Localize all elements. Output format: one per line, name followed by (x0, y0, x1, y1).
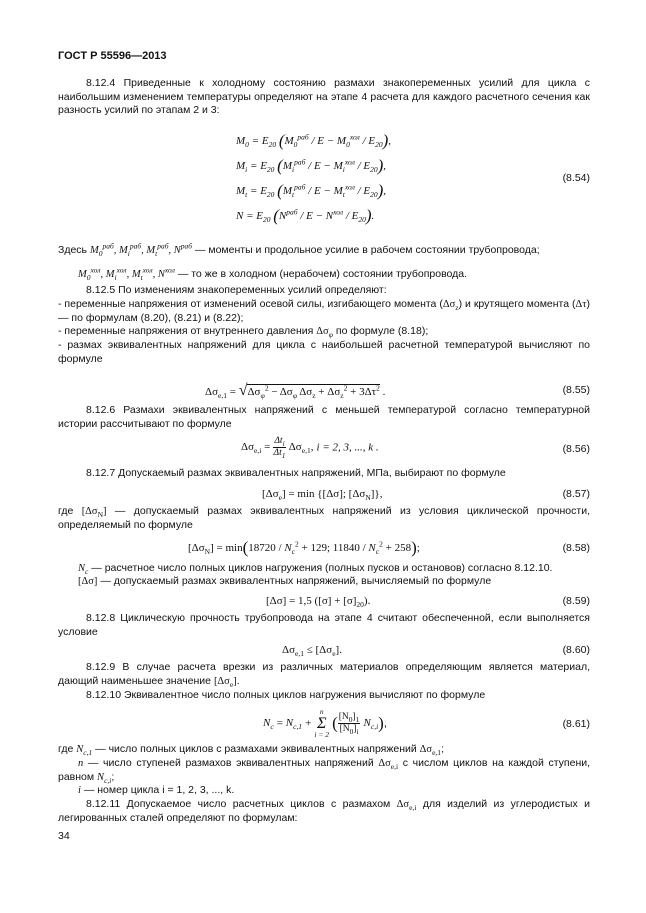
sigma-definition: [Δσ] — допускаемый размах эквивалентных напряжений, вычисляемый по формуле (78, 575, 492, 587)
paragraph-8-12-7: 8.12.7 Допускаемый размах эквивалентных напряжений, МПа, выбирают по формуле (86, 467, 506, 479)
formula-8-55: $\Delta\sigma_{e,1} = √\Delta\sigma_\varphi^2 - \Delta\sigma_\varphi$ $\Delta\sigma_z + \Delta\sigma_z^2 + 3\Delta\tau^2$ . (205, 382, 386, 401)
formula-8-58: $[\Delta\sigma_N] = \min(18720 / N_c^2 + 129$; $11840 / N_c^2 + 258$); (188, 538, 420, 557)
zdes-label: Здесь (58, 244, 88, 256)
equation-number-8-61: (8.61) (562, 718, 590, 730)
list-item-3: - размах эквивалентных напряжений для цикла с наибольшей расчетной температурой вычисляют по формуле (58, 339, 590, 365)
formula-8-60: $\Delta\sigma_{e,1} \le [\Delta\sigma_e]$. (282, 644, 342, 659)
equation-number-8-58: (8.58) (562, 542, 590, 554)
paragraph-8-12-9: 8.12.9 В случае расчета врезки из различных материалов определяющим является материал, дающий наименьшее значение $[\Delta\sigma_e]$. (58, 661, 590, 689)
nc1-definition: где $N_{c,1}$ — число полных циклов с размахами эквивалентных напряжений $\Delta\sigma_{e,1}$; (58, 743, 444, 758)
formula-8-57: $[\Delta\sigma_e] = \min \{[\Delta\sigma]$; $[\Delta\sigma_N]$}, (262, 488, 383, 503)
nc-definition: $N_c$ — расчетное число полных циклов нагружения (полных пусков и остановов) согласно 8.12.10. (78, 562, 553, 577)
cold-text: — то же в холодном (нерабочем) состоянии трубопровода. (177, 268, 468, 280)
formula-8-56: $\Delta\sigma_{e,i}$ = $\frac{\Delta t_i}{\Delta t_1}$ $\Delta\sigma_{e,1}$, i = 2, 3, ..., k . (241, 436, 379, 460)
paragraph-8-12-8: 8.12.8 Циклическую прочность трубопровода на этапе 4 считают обеспеченной, если выполняется условие (58, 612, 590, 638)
equation-number-8-59: (8.59) (562, 595, 590, 607)
standard-header: ГОСТ Р 55596—2013 (58, 50, 167, 62)
page-number: 34 (58, 830, 70, 842)
paragraph-8-12-6: 8.12.6 Размахи эквивалентных напряжений с меньшей температурой согласно температурной истории рассчитывают по формуле (58, 404, 590, 430)
formula-8-61: $N_c = N_{c,1}$ + n Σ i = 2 ( $\frac{[N_0]_1}{[N_0]_i}$ $N_{c,i}$), (263, 707, 387, 739)
list-item-1: - переменные напряжения от изменений осевой силы, изгибающего момента $(\Delta\sigma_z)$ и крутящего момента (Δτ) — по формулам (8.20), (8.21) и (8.22); (58, 298, 590, 324)
equation-number-8-60: (8.60) (562, 644, 590, 656)
definitions-hot: Здесь $M_0^{раб}$, $M_i^{раб}$, $M_t^{раб}$, $N^{раб}$ — моменты и продольное усилие в рабочем состоянии трубопровода; (58, 241, 540, 259)
formula-8-54-line-1: $M_0 = E_{20}$ $(M_0^{раб} / E - M_0^{хол} / E_{20})$, (236, 131, 392, 150)
paragraph-8-12-4: 8.12.4 Приведенные к холодному состоянию размахи знакопеременных усилий для цикла с наибольшим изменением температуры определяют на этапе 4 расчета для каждого расчетного сечения как разность усилий по этапам 2 и 3: (58, 77, 590, 117)
equation-number-8-55: (8.55) (562, 384, 590, 396)
formula-8-56-index: i = 2, 3, ..., k . (316, 441, 379, 454)
equation-number-8-57: (8.57) (562, 488, 590, 500)
gde-sigma-n: где $[\Delta\sigma_N]$ — допускаемый размах эквивалентных напряжений из условия циклической прочности, определяемый по формуле (58, 505, 590, 531)
formula-8-54-line-2: $M_i = E_{20}$ $(M_i^{раб} / E - M_i^{хол} / E_{20})$, (236, 156, 387, 175)
equation-number-8-56: (8.56) (562, 443, 590, 455)
paragraph-8-12-5: 8.12.5 По изменениям знакопеременных усилий определяют: (86, 284, 387, 296)
paragraph-8-12-11: 8.12.11 Допускаемое число расчетных циклов с размахом $\Delta\sigma_{e,i}$ для изделий из углеродистых и легированных сталей определяют по формулам: (58, 798, 590, 824)
paragraph-8-12-10: 8.12.10 Эквивалентное число полных циклов нагружения вычисляют по формуле (86, 689, 486, 701)
formula-8-54-line-4: $N = E_{20}$ $(N^{раб} / E - N^{хол} / E_{20})$. (236, 206, 375, 225)
definitions-cold: $M_0^{хол}$, $M_i^{хол}$, $M_t^{хол}$, $N^{хол}$ — то же в холодном (нерабочем) состоянии трубопровода. (78, 265, 468, 283)
formula-8-59: [Δσ] = 1,5 $([\sigma] + [\sigma]_{20})$. (266, 595, 371, 610)
formula-8-54-line-3: $M_t = E_{20}$ $(M_t^{раб} / E - M_t^{хол} / E_{20})$, (236, 181, 387, 200)
equation-number-8-54: (8.54) (562, 172, 590, 184)
n-definition: n — число ступеней размахов эквивалентных напряжений $\Delta\sigma_{e,i}$ с числом циклов на каждой ступени, равном $N_{c,i}$; (58, 757, 591, 785)
i-definition: i — номер цикла i = 1, 2, 3, ..., k. (78, 784, 235, 796)
zdes-text: — моменты и продольное усилие в рабочем состоянии трубопровода; (194, 244, 540, 256)
list-item-2: - переменные напряжения от внутреннего давления $\Delta\sigma_\varphi$ по формуле (8.18); (58, 325, 429, 340)
